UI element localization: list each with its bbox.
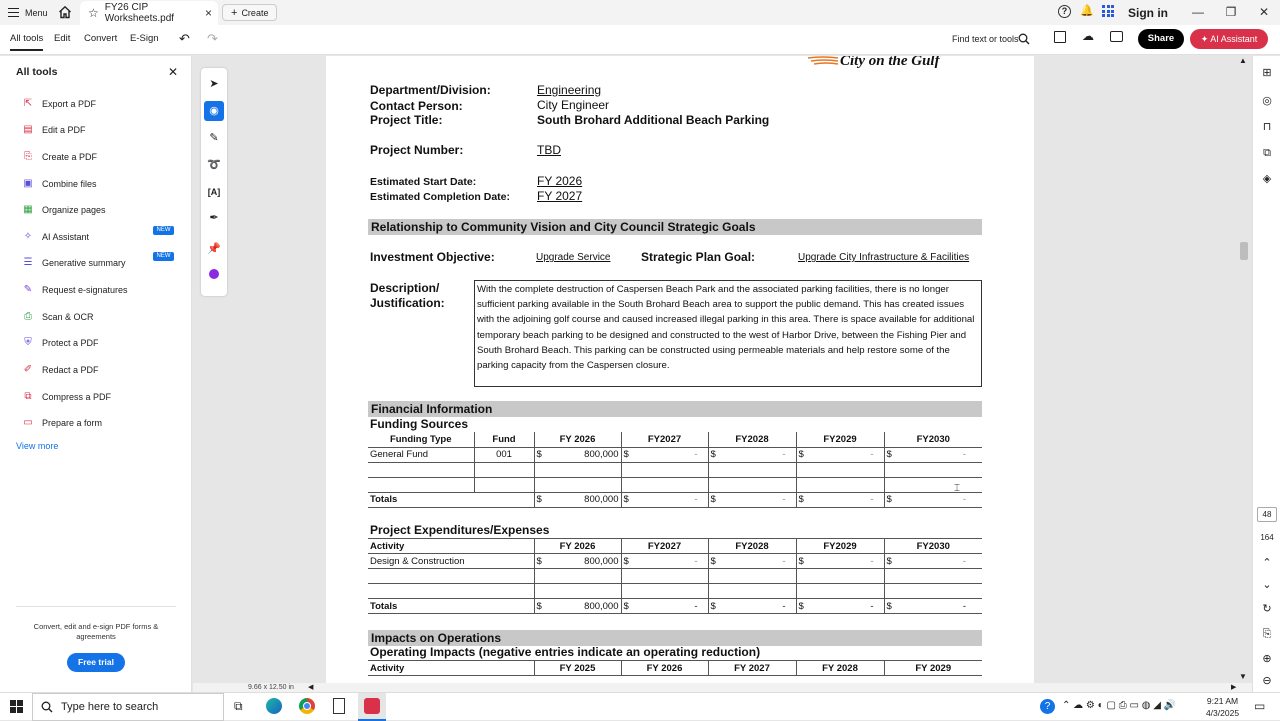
tool-generative-summary[interactable] — [22, 256, 126, 270]
dollar-sign: $ — [886, 494, 892, 505]
panel-title: All tools — [16, 66, 58, 78]
maximize-icon[interactable]: ❐ — [1225, 5, 1237, 19]
tool-redact-pdf[interactable] — [22, 363, 99, 377]
tool-label: Export a PDF — [42, 99, 97, 109]
pin-icon[interactable]: 📌 — [207, 243, 221, 255]
totals-label: Totals — [368, 492, 474, 507]
highlight-pen-icon[interactable]: ✎ — [209, 132, 219, 144]
dollar-sign: $ — [798, 600, 804, 612]
page-size-label: 9.66 x 12.50 in — [248, 684, 294, 691]
dash-value: - — [962, 449, 966, 460]
dash-value: - — [694, 494, 698, 505]
dash-value: - — [782, 449, 786, 460]
hamburger-icon — [8, 8, 19, 17]
start-date-value: FY 2026 — [537, 174, 583, 188]
total-cell — [708, 599, 796, 614]
dash-value: - — [962, 600, 966, 612]
organize-icon: ▦ — [23, 204, 33, 215]
col-header: FY 2026 — [534, 539, 621, 554]
summary-icon: ☰ — [23, 257, 33, 268]
col-header: FY2028 — [708, 539, 796, 554]
total-cell — [534, 492, 621, 507]
tool-export-pdf[interactable] — [22, 97, 96, 111]
amount-cell — [708, 447, 796, 462]
tray-icons[interactable]: ⌃ ☁ ⚙ ◐ ▢ ⎙ ▭ ◍ ◢ 🔊 — [1062, 700, 1177, 711]
system-clock[interactable] — [1200, 695, 1245, 719]
promo-text: Convert, edit and e-sign PDF forms & agreements — [33, 622, 159, 641]
amount-value: 800,000 — [584, 494, 619, 505]
col-header: FY 2025 — [534, 661, 621, 676]
search-icon[interactable] — [1018, 33, 1030, 45]
new-badge: NEW — [153, 252, 174, 261]
close-window-icon[interactable]: ✕ — [1258, 5, 1270, 19]
description-text: With the complete destruction of Caspersen Beach Park and the associated parking facilities, there is no longer sufficient parking available in the South Brohard Beach area to support the public demand. This has created issues with the adjoining golf course and caused increased illegal parking in this area. There is space available for additional temporary beach parking to be designed and constructed to the west of Harbor Drive, between the Fishing Pier and South Brohard Beach. This parking can be constructed using permeable materials and help restore some of the parking capacity from the Caspersen closure. — [474, 280, 982, 387]
tab-convert[interactable]: Convert — [84, 33, 118, 44]
table-header-row — [368, 539, 982, 554]
row-label: General Fund — [368, 447, 474, 462]
amount-cell — [534, 447, 621, 462]
amount-cell — [884, 554, 982, 569]
table-header-row — [368, 432, 982, 447]
sign-in-button[interactable]: Sign in — [1128, 5, 1168, 20]
search-icon — [41, 701, 53, 713]
completion-date-value: FY 2027 — [537, 189, 583, 203]
col-header: FY2029 — [796, 432, 884, 447]
clock-date: 4/3/2025 — [1205, 708, 1240, 718]
totals-label: Totals — [368, 599, 534, 614]
col-header: FY 2029 — [884, 661, 982, 676]
row-label: Design & Construction — [368, 554, 534, 569]
ai-assistant-button[interactable] — [1190, 29, 1268, 49]
fund-code: 001 — [474, 447, 534, 462]
tool-organize-pages[interactable] — [22, 203, 106, 217]
notification-center-icon[interactable]: ▭ — [1254, 699, 1266, 713]
upload-cloud-icon[interactable]: ☁ — [1082, 29, 1094, 43]
document-tab-title: FY26 CIP Worksheets.pdf — [104, 2, 175, 24]
scroll-left-icon[interactable]: ◀ — [308, 684, 314, 691]
amount-cell — [534, 554, 621, 569]
dollar-sign: $ — [710, 494, 716, 505]
vertical-scrollbar[interactable] — [1237, 56, 1249, 683]
table-row — [368, 447, 982, 462]
create-label: Create — [241, 7, 269, 18]
col-header: Activity — [368, 539, 534, 554]
horizontal-scrollbar[interactable] — [193, 683, 1252, 692]
tool-label: Combine files — [42, 179, 97, 189]
dollar-sign: $ — [886, 600, 892, 612]
bookmark-icon[interactable]: ⊓ — [1262, 121, 1272, 133]
total-cell — [796, 599, 884, 614]
col-header: FY2027 — [621, 539, 708, 554]
start-date-label: Estimated Start Date: — [370, 176, 477, 188]
scrollbar-thumb[interactable] — [1240, 242, 1248, 260]
tool-prepare-form[interactable] — [22, 416, 102, 430]
combine-icon: ▣ — [23, 178, 33, 189]
dollar-sign: $ — [798, 494, 804, 505]
tool-create-pdf[interactable] — [22, 150, 97, 164]
pdf-page — [326, 56, 1034, 683]
tool-label: Edit a PDF — [42, 125, 86, 135]
impacts-heading: Impacts on Operations — [368, 630, 982, 646]
next-page-icon[interactable]: ⌄ — [1262, 579, 1272, 591]
table-row — [368, 554, 982, 569]
amount-value: 800,000 — [584, 600, 619, 612]
edge-icon[interactable] — [266, 698, 282, 714]
taskbar-search[interactable] — [32, 693, 224, 721]
tool-compress-pdf[interactable] — [22, 390, 111, 404]
amount-cell — [708, 554, 796, 569]
scroll-right-icon[interactable]: ▶ — [1231, 684, 1237, 691]
zoom-in-icon[interactable]: ⊕ — [1262, 653, 1272, 665]
col-header: Fund — [474, 432, 534, 447]
acrobat-taskbar-icon[interactable] — [358, 693, 386, 721]
previous-page-icon[interactable]: ⌃ — [1262, 557, 1272, 569]
star-icon[interactable]: ☆ — [88, 6, 99, 20]
comment-panel-icon[interactable]: ◎ — [1262, 95, 1272, 107]
investment-value: Upgrade Service — [536, 252, 611, 263]
total-cell — [796, 492, 884, 507]
tab-edit[interactable]: Edit — [54, 33, 71, 44]
print-icon[interactable] — [1110, 31, 1123, 42]
help-icon[interactable]: ? — [1058, 5, 1071, 18]
contact-value: City Engineer — [537, 98, 610, 112]
financial-heading: Financial Information — [368, 401, 982, 417]
ai-sparkle-icon: ✦ — [1200, 34, 1211, 44]
dollar-sign: $ — [886, 555, 892, 567]
investment-label: Investment Objective: — [370, 250, 495, 264]
tool-label: Scan & OCR — [42, 312, 94, 322]
total-cell — [534, 599, 621, 614]
tool-label: Compress a PDF — [42, 392, 112, 402]
layers-icon[interactable]: ◈ — [1262, 173, 1272, 185]
dash-value: - — [694, 600, 698, 612]
save-icon[interactable] — [1054, 31, 1066, 43]
menu-label: Menu — [25, 7, 48, 18]
draw-freehand-icon[interactable]: ➰ — [207, 159, 221, 171]
city-logo-text: City on the Gulf — [840, 56, 940, 69]
dollar-sign: $ — [536, 555, 542, 567]
total-cell — [621, 492, 708, 507]
tool-label: Organize pages — [42, 205, 106, 215]
tool-label: Protect a PDF — [42, 338, 99, 348]
operating-table — [368, 660, 982, 676]
dollar-sign: $ — [886, 449, 892, 460]
dash-value: - — [782, 555, 786, 567]
amount-cell — [884, 447, 982, 462]
amount-cell — [796, 447, 884, 462]
find-text-label[interactable]: Find text or tools — [952, 34, 1019, 44]
quick-tools-bar — [201, 68, 227, 296]
all-tools-panel — [0, 56, 192, 692]
scroll-down-icon[interactable]: ▼ — [1239, 672, 1247, 681]
total-pages: 164 — [1260, 533, 1274, 542]
right-rail — [1252, 56, 1280, 692]
dollar-sign: $ — [710, 600, 716, 612]
tool-label: Request e-signatures — [42, 285, 128, 295]
cursor-icon: ⌶ — [954, 483, 960, 494]
dept-value: Engineering — [537, 83, 602, 97]
plus-icon: + — [231, 6, 238, 19]
operating-impacts-heading: Operating Impacts (negative entries indicate an operating reduction) — [370, 645, 761, 659]
undo-icon[interactable]: ↶ — [179, 31, 190, 46]
tool-protect-pdf[interactable] — [22, 336, 99, 350]
funding-table — [368, 432, 982, 508]
select-cursor-icon[interactable]: ➤ — [209, 78, 219, 90]
esign-icon: ✎ — [23, 284, 33, 295]
document-tab[interactable] — [80, 1, 218, 25]
col-header: FY 2026 — [621, 661, 708, 676]
dollar-sign: $ — [798, 555, 804, 567]
project-title-value: South Brohard Additional Beach Parking — [537, 113, 770, 127]
dash-value: - — [782, 600, 786, 612]
close-panel-icon[interactable]: ✕ — [168, 65, 179, 79]
dollar-sign: $ — [798, 449, 804, 460]
justification-label: Justification: — [370, 296, 445, 310]
windows-start-icon[interactable] — [10, 700, 23, 713]
table-row — [368, 569, 982, 584]
dash-value: - — [870, 494, 874, 505]
dash-value: - — [962, 494, 966, 505]
dash-value: - — [962, 555, 966, 567]
main-toolbar — [0, 25, 1280, 55]
contact-label: Contact Person: — [370, 99, 463, 113]
col-header: FY 2028 — [796, 661, 884, 676]
file-icon[interactable] — [333, 698, 345, 714]
amount-cell — [621, 447, 708, 462]
menu-button[interactable] — [8, 4, 48, 21]
dollar-sign: $ — [536, 600, 542, 612]
col-header: FY 2027 — [708, 661, 796, 676]
edit-icon: ▤ — [23, 124, 33, 135]
col-header: FY2027 — [621, 432, 708, 447]
tool-ai-assistant[interactable] — [22, 230, 89, 244]
ai-chat-icon[interactable]: ⊞ — [1262, 67, 1272, 79]
tool-label: Redact a PDF — [42, 365, 99, 375]
dept-label: Department/Division: — [370, 83, 491, 97]
dash-value: - — [870, 449, 874, 460]
ai-assistant-label: AI Assistant — [1210, 34, 1258, 44]
dash-value: - — [782, 494, 786, 505]
tool-label: Generative summary — [42, 258, 126, 268]
table-header-row — [368, 661, 982, 676]
home-icon[interactable] — [58, 5, 72, 19]
zoom-out-icon[interactable]: ⊖ — [1262, 675, 1272, 687]
dollar-sign: $ — [536, 449, 542, 460]
tool-scan-ocr[interactable] — [22, 310, 94, 324]
redo-icon[interactable]: ↷ — [207, 31, 218, 46]
relationship-heading: Relationship to Community Vision and City Council Strategic Goals — [368, 219, 982, 235]
share-button[interactable]: Share — [1138, 29, 1184, 49]
apps-grid-icon[interactable] — [1102, 5, 1114, 17]
tool-label: Prepare a form — [42, 418, 103, 428]
table-row — [368, 477, 982, 492]
divider — [16, 606, 176, 607]
totals-row — [368, 492, 982, 507]
chrome-icon[interactable] — [299, 698, 315, 714]
amount-value: 800,000 — [584, 449, 619, 460]
help-tray-icon[interactable]: ? — [1040, 699, 1055, 714]
tool-edit-pdf[interactable] — [22, 123, 86, 137]
tool-combine-files[interactable] — [22, 177, 97, 191]
export-icon: ⇱ — [23, 98, 33, 109]
dollar-sign: $ — [710, 555, 716, 567]
protect-icon: ⛨ — [24, 337, 32, 348]
compress-icon: ⧉ — [24, 391, 32, 402]
dollar-sign: $ — [623, 555, 629, 567]
ai-icon: ✧ — [23, 231, 33, 242]
free-trial-button[interactable]: Free trial — [67, 653, 125, 672]
fill-sign-icon[interactable]: ✒ — [209, 212, 219, 224]
current-page-number[interactable]: 48 — [1257, 507, 1277, 522]
dollar-sign: $ — [623, 600, 629, 612]
project-title-label: Project Title: — [370, 113, 443, 127]
col-header: FY2029 — [796, 539, 884, 554]
dash-value: - — [694, 555, 698, 567]
project-number-label: Project Number: — [370, 143, 464, 157]
totals-row — [368, 599, 982, 614]
funding-heading: Funding Sources — [370, 417, 469, 431]
completion-date-label: Estimated Completion Date: — [370, 191, 511, 203]
dash-value: - — [694, 449, 698, 460]
create-button[interactable] — [222, 4, 277, 21]
dollar-sign: $ — [623, 494, 629, 505]
new-badge: NEW — [153, 226, 174, 235]
table-row — [368, 584, 982, 599]
total-cell — [884, 492, 982, 507]
dash-value: - — [870, 555, 874, 567]
tool-label: Create a PDF — [42, 152, 98, 162]
color-picker-icon[interactable] — [206, 266, 222, 282]
scroll-up-icon[interactable]: ▲ — [1239, 56, 1247, 65]
strategic-goal-value: Upgrade City Infrastructure & Facilities — [798, 252, 970, 263]
notifications-icon[interactable]: 🔔 — [1080, 5, 1094, 17]
amount-cell — [621, 554, 708, 569]
tool-request-esignatures[interactable] — [22, 283, 128, 297]
table-row — [368, 462, 982, 477]
col-header: Funding Type — [368, 432, 474, 447]
total-cell — [884, 599, 982, 614]
total-cell — [708, 492, 796, 507]
expenditure-table — [368, 538, 982, 614]
scan-icon: ⎙ — [24, 311, 32, 322]
col-header: FY2030 — [884, 539, 982, 554]
dollar-sign: $ — [710, 449, 716, 460]
redact-icon: ✐ — [23, 364, 33, 375]
windows-taskbar — [0, 692, 1280, 720]
dash-value: - — [870, 600, 874, 612]
col-header: Activity — [368, 661, 534, 676]
tool-label: AI Assistant — [42, 232, 90, 242]
refresh-icon[interactable]: ↻ — [1262, 603, 1272, 615]
close-tab-icon[interactable]: × — [204, 6, 212, 20]
view-more-link[interactable]: View more — [16, 441, 59, 451]
search-placeholder: Type here to search — [61, 701, 159, 713]
minimize-icon[interactable]: — — [1192, 5, 1204, 19]
tab-e-sign[interactable]: E-Sign — [130, 33, 159, 44]
col-header: FY 2026 — [534, 432, 621, 447]
clock-time: 9:21 AM — [1206, 696, 1239, 706]
comment-icon[interactable]: ◉ — [204, 101, 224, 121]
pages-icon[interactable]: ⧉ — [1263, 147, 1271, 159]
document-canvas[interactable] — [193, 56, 1252, 683]
tab-all-tools[interactable]: All tools — [10, 33, 44, 44]
task-view-icon[interactable]: ⧉ — [234, 699, 243, 713]
col-header: FY2028 — [708, 432, 796, 447]
title-bar — [0, 0, 1280, 25]
logo-swoosh-icon — [808, 56, 838, 66]
strategic-goal-label: Strategic Plan Goal: — [641, 250, 756, 264]
description-label: Description/ — [370, 281, 440, 295]
total-cell — [621, 599, 708, 614]
expenditures-heading: Project Expenditures/Expenses — [370, 523, 550, 537]
amount-value: 800,000 — [584, 555, 619, 567]
add-text-icon[interactable]: [A] — [207, 187, 221, 197]
col-header: FY2030 — [884, 432, 982, 447]
project-number-value: TBD — [537, 143, 561, 157]
page-fit-icon[interactable]: ⎘ — [1262, 628, 1272, 640]
create-icon: ⎘ — [24, 151, 32, 162]
form-icon: ▭ — [23, 417, 33, 428]
dollar-sign: $ — [623, 449, 629, 460]
dollar-sign: $ — [536, 494, 542, 505]
amount-cell — [796, 554, 884, 569]
